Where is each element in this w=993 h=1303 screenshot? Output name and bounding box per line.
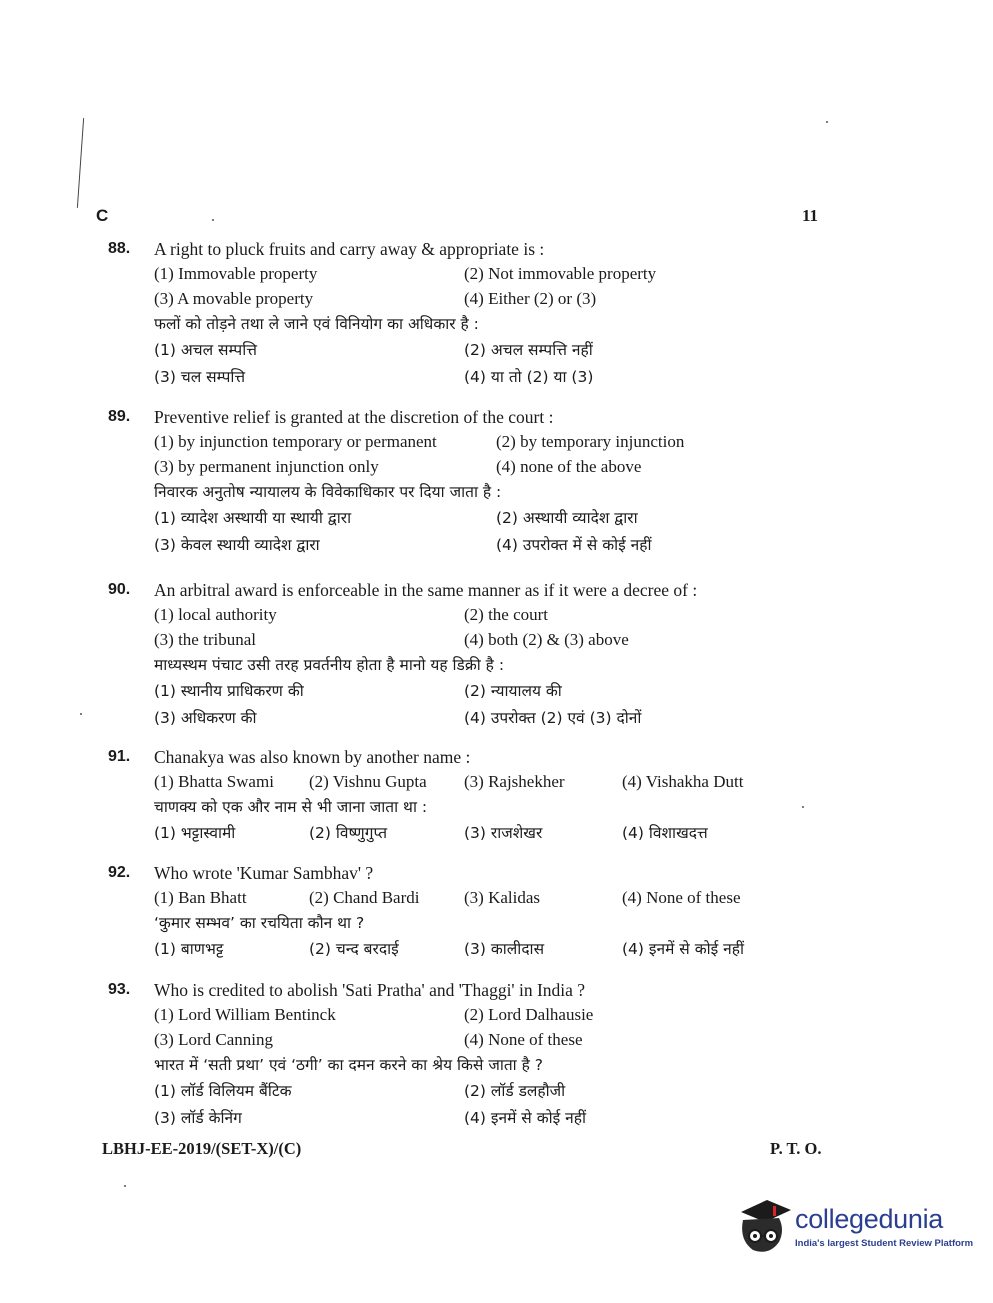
question-89 xyxy=(108,405,828,559)
option-3-hindi: (3) चल सम्पत्ति xyxy=(154,368,246,386)
option-2-hindi: (2) न्यायालय की xyxy=(464,682,562,700)
scan-dot xyxy=(826,121,828,123)
question-text: An arbitral award is enforceable in the same manner as if it were a decree of : xyxy=(154,580,698,600)
brand-name: collegedunia xyxy=(795,1204,944,1234)
option-4-hindi: (4) या तो (2) या (3) xyxy=(464,368,594,386)
pto-label: P. T. O. xyxy=(770,1139,822,1158)
option-2-hindi: (2) विष्णुगुप्त xyxy=(309,824,388,842)
option-4-hindi: (4) इनमें से कोई नहीं xyxy=(464,1109,587,1127)
option-2-hindi: (2) अचल सम्पत्ति नहीं xyxy=(464,341,593,359)
options-english xyxy=(154,769,828,794)
options-hindi xyxy=(154,337,828,391)
option-3-hindi: (3) लॉर्ड केनिंग xyxy=(154,1109,242,1127)
option-2-hindi: (2) लॉर्ड डलहौजी xyxy=(464,1082,566,1100)
options-english xyxy=(154,429,828,479)
option-1-hindi: (1) भट्टास्वामी xyxy=(154,824,236,842)
question-text-hindi: चाणक्य को एक और नाम से भी जाना जाता था : xyxy=(154,798,428,816)
question-text: Chanakya was also known by another name : xyxy=(154,747,471,767)
options-hindi xyxy=(154,505,828,559)
question-text-hindi: निवारक अनुतोष न्यायालय के विवेकाधिकार पर दिया जाता है : xyxy=(154,483,502,501)
option-1-hindi: (1) लॉर्ड विलियम बैंटिक xyxy=(154,1082,292,1100)
option-1: (1) Ban Bhatt xyxy=(154,888,247,907)
question-text: Who is credited to abolish 'Sati Pratha' and 'Thaggi' in India ? xyxy=(154,980,586,1000)
option-4-hindi: (4) विशाखदत्त xyxy=(622,824,708,842)
question-90 xyxy=(108,578,828,732)
option-4-hindi: (4) उपरोक्त में से कोई नहीं xyxy=(496,536,652,554)
question-number: 91. xyxy=(108,748,131,765)
option-4: (4) Either (2) or (3) xyxy=(464,289,597,308)
option-4-hindi: (4) इनमें से कोई नहीं xyxy=(622,940,745,958)
collegedunia-logo xyxy=(733,1196,974,1258)
option-2: (2) Lord Dalhausie xyxy=(464,1005,594,1024)
graduate-mascot-icon xyxy=(733,1196,793,1258)
option-2: (2) the court xyxy=(464,605,549,624)
option-3-hindi: (3) अधिकरण की xyxy=(154,709,257,727)
option-1-hindi: (1) स्थानीय प्राधिकरण की xyxy=(154,682,304,700)
option-4: (4) None of these xyxy=(464,1030,583,1049)
question-88 xyxy=(108,237,828,391)
option-3-hindi: (3) केवल स्थायी व्यादेश द्वारा xyxy=(154,536,320,554)
option-3-hindi: (3) कालीदास xyxy=(464,940,545,958)
option-2: (2) Not immovable property xyxy=(464,264,657,283)
question-number: 90. xyxy=(108,581,131,598)
paper-code: LBHJ-EE-2019/(SET-X)/(C) xyxy=(102,1139,302,1158)
question-text: Preventive relief is granted at the discretion of the court : xyxy=(154,407,554,427)
option-3: (3) A movable property xyxy=(154,289,314,308)
option-2-hindi: (2) अस्थायी व्यादेश द्वारा xyxy=(496,509,638,527)
options-hindi xyxy=(154,820,828,847)
option-1: (1) Lord William Bentinck xyxy=(154,1005,336,1024)
options-hindi xyxy=(154,1078,828,1132)
option-3: (3) Lord Canning xyxy=(154,1030,273,1049)
option-1-hindi: (1) व्यादेश अस्थायी या स्थायी द्वारा xyxy=(154,509,352,527)
option-1-hindi: (1) अचल सम्पत्ति xyxy=(154,341,257,359)
scan-dot xyxy=(80,713,82,715)
options-english xyxy=(154,261,828,311)
option-4: (4) Vishakha Dutt xyxy=(622,772,744,791)
option-2-hindi: (2) चन्द बरदाई xyxy=(309,940,399,958)
scan-edge-line xyxy=(77,118,84,208)
question-92 xyxy=(108,861,828,963)
question-text-hindi: भारत में ‘सती प्रथा’ एवं ‘ठगी’ का दमन करने का श्रेय किसे जाता है ? xyxy=(154,1056,544,1074)
options-english xyxy=(154,1002,828,1052)
page-number: 11 xyxy=(802,206,819,225)
question-text-hindi: माध्यस्थम पंचाट उसी तरह प्रवर्तनीय होता है मानो यह डिक्री है : xyxy=(154,656,505,674)
options-hindi xyxy=(154,678,828,732)
option-3: (3) the tribunal xyxy=(154,630,256,649)
option-4: (4) both (2) & (3) above xyxy=(464,630,629,649)
question-text: Who wrote 'Kumar Sambhav' ? xyxy=(154,863,374,883)
option-1: (1) by injunction temporary or permanent xyxy=(154,432,437,451)
option-2: (2) by temporary injunction xyxy=(496,432,685,451)
option-3: (3) Rajshekher xyxy=(464,772,565,791)
option-4-hindi: (4) उपरोक्त (2) एवं (3) दोनों xyxy=(464,709,642,727)
option-1: (1) Bhatta Swami xyxy=(154,772,274,791)
scan-dot xyxy=(212,219,214,221)
options-english xyxy=(154,602,828,652)
options-english xyxy=(154,885,828,910)
option-1-hindi: (1) बाणभट्ट xyxy=(154,940,224,958)
question-number: 92. xyxy=(108,864,131,881)
scan-dot xyxy=(124,1185,126,1187)
option-3: (3) Kalidas xyxy=(464,888,541,907)
option-1: (1) Immovable property xyxy=(154,264,318,283)
question-text-hindi: ‘कुमार सम्भव’ का रचयिता कौन था ? xyxy=(154,914,365,932)
option-3: (3) by permanent injunction only xyxy=(154,457,379,476)
option-4: (4) none of the above xyxy=(496,457,642,476)
question-number: 93. xyxy=(108,981,131,998)
set-letter: C xyxy=(96,206,109,225)
option-2: (2) Vishnu Gupta xyxy=(309,772,427,791)
question-number: 88. xyxy=(108,240,131,257)
option-3-hindi: (3) राजशेखर xyxy=(464,824,543,842)
option-2: (2) Chand Bardi xyxy=(309,888,420,907)
brand-tagline: India's largest Student Review Platform xyxy=(795,1238,974,1249)
options-hindi xyxy=(154,936,828,963)
question-93 xyxy=(108,978,828,1132)
question-91 xyxy=(108,745,828,847)
question-number: 89. xyxy=(108,408,131,425)
option-4: (4) None of these xyxy=(622,888,741,907)
question-text-hindi: फलों को तोड़ने तथा ले जाने एवं विनियोग का अधिकार है : xyxy=(154,315,479,333)
question-text: A right to pluck fruits and carry away & appropriate is : xyxy=(154,239,545,259)
option-1: (1) local authority xyxy=(154,605,277,624)
